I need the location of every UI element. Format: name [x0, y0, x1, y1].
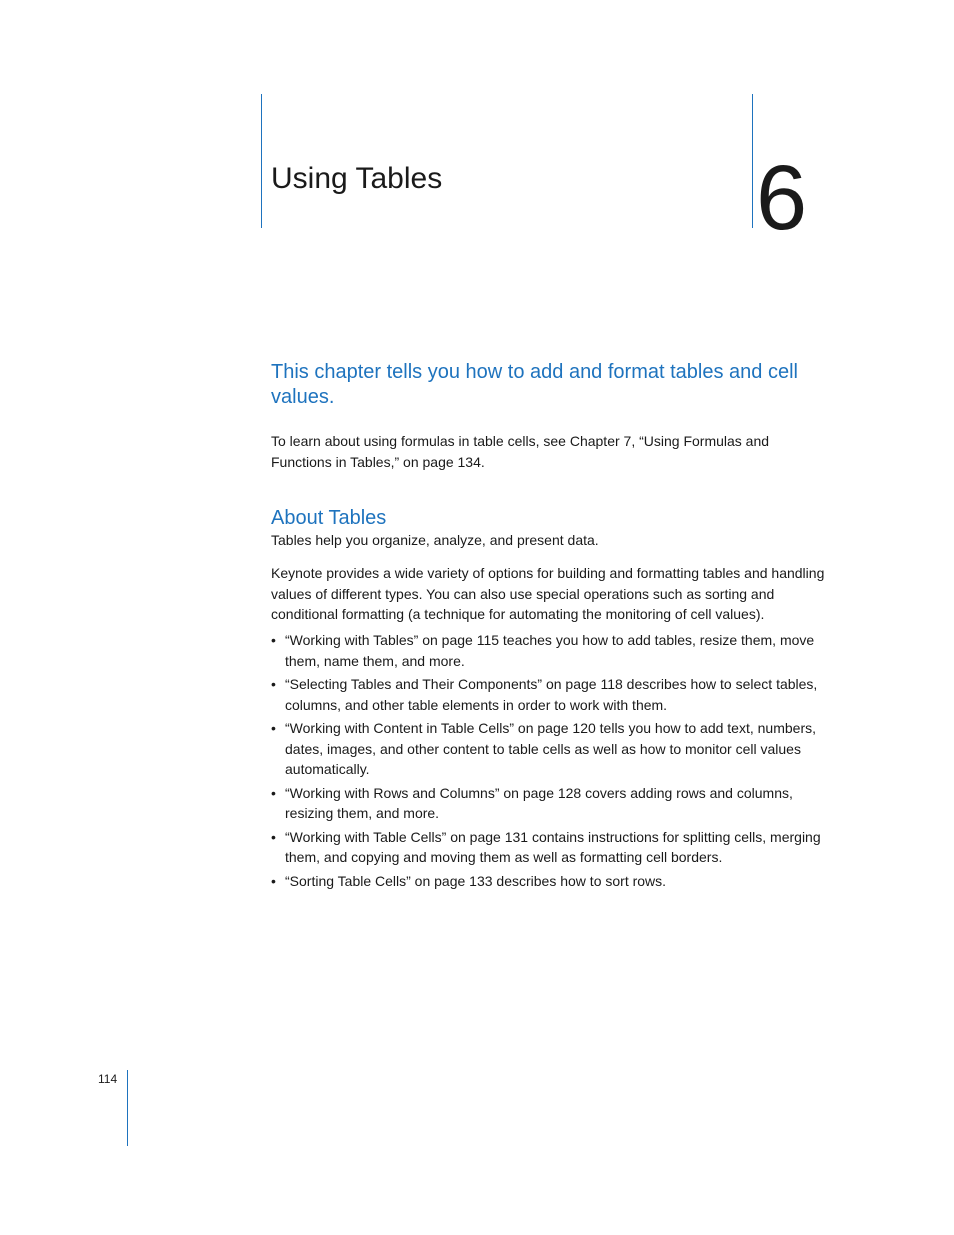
- chapter-number-rule: [752, 94, 753, 228]
- list-item: [271, 783, 827, 824]
- list-item-text: “Working with Tables” on page 115 teaches you how to add tables, resize them, move them, name them, and more.: [285, 632, 815, 669]
- bullet-marker: •: [271, 828, 276, 845]
- bullet-marker: •: [271, 676, 276, 692]
- bullet-marker: •: [271, 784, 276, 801]
- footer-rule: [127, 1070, 128, 1146]
- about-paragraph-2: Keynote provides a wide variety of options for building and formatting tables and handling values of different types. You can also use special operations such as sorting and conditional formatting (a technique for automating the monitoring of cell values).: [271, 565, 825, 622]
- topic-bullet-list: [271, 630, 827, 894]
- list-item: [271, 718, 827, 780]
- page-number: 114: [98, 1072, 118, 1086]
- bullet-marker: •: [271, 632, 276, 648]
- bullet-marker: •: [271, 720, 276, 736]
- section-heading-about-tables: About Tables: [271, 507, 387, 529]
- chapter-title: Using Tables: [271, 162, 443, 195]
- list-item: [271, 871, 827, 892]
- list-item: [271, 827, 827, 868]
- chapter-title-rule: [261, 94, 262, 228]
- list-item-text: “Working with Content in Table Cells” on page 120 tells you how to add text, numbers, dates, images, and other content to table cells as well as how to monitor cell values automatically.: [285, 720, 816, 777]
- list-item-text: “Working with Rows and Columns” on page 128 covers adding rows and columns, resizing them, and more.: [285, 784, 793, 821]
- chapter-number: 6: [756, 147, 808, 249]
- list-item: [271, 630, 827, 671]
- intro-paragraph: To learn about using formulas in table cells, see Chapter 7, “Using Formulas and Functions in Tables,” on page 134.: [271, 433, 770, 470]
- bullet-marker: •: [271, 872, 276, 889]
- list-item-text: “Working with Table Cells” on page 131 contains instructions for splitting cells, merging them, and copying and moving them as well as formatting cell borders.: [285, 828, 821, 865]
- about-paragraph-1: Tables help you organize, analyze, and present data.: [271, 532, 599, 548]
- list-item-text: “Selecting Tables and Their Components” on page 118 describes how to select tables, columns, and other table elements in order to work with them.: [285, 676, 818, 713]
- list-item-text: “Sorting Table Cells” on page 133 describes how to sort rows.: [285, 872, 667, 889]
- chapter-intro-lead: This chapter tells you how to add and format tables and cell values.: [271, 361, 798, 408]
- list-item: [271, 674, 827, 715]
